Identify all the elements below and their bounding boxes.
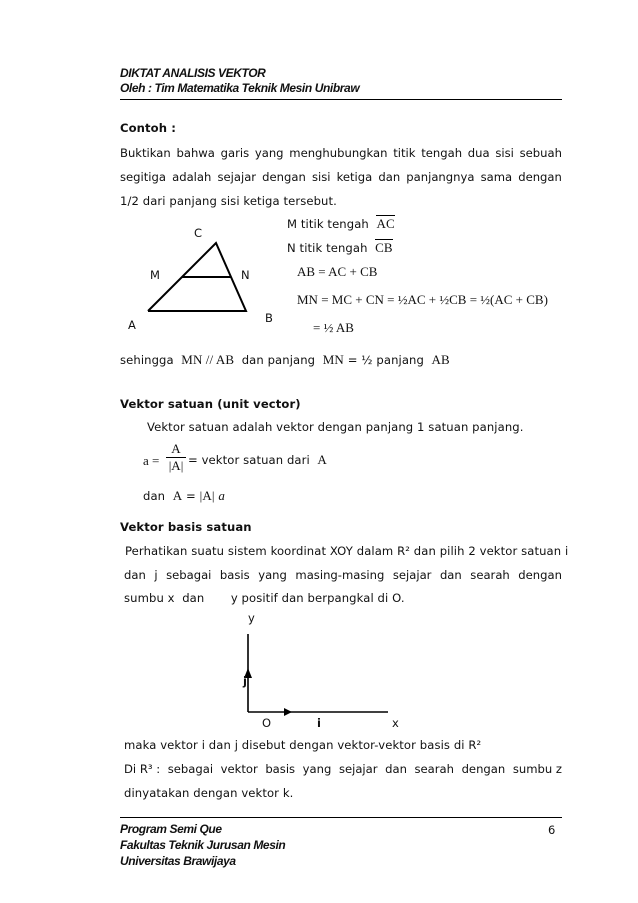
proof-equation-1: AB = AC + CB: [297, 264, 378, 279]
unit-vector-definition: Vektor satuan adalah vektor dengan panjang 1 satuan panjang.: [147, 420, 524, 434]
axis-label-i: i: [317, 716, 321, 730]
conclusion-line: sehingga MN // AB dan panjang MN = ½ panjang AB: [120, 352, 450, 367]
axis-label-y: y: [248, 611, 255, 625]
footer-program: Program Semi Que: [120, 822, 222, 836]
label-a: A: [128, 318, 136, 332]
page-number: 6: [548, 823, 556, 837]
unit-relation: dan A = |A| a: [143, 488, 225, 503]
proof-equation-3: = ½ AB: [313, 320, 354, 335]
header-subtitle: Oleh : Tim Matematika Teknik Mesin Unibraw: [120, 81, 360, 95]
example-line-2: segitiga adalah sejajar dengan sisi ketiga dan panjangnya sama dengan: [120, 170, 562, 184]
axis-label-o: O: [262, 716, 272, 730]
proof-equation-2: MN = MC + CN = ½AC + ½CB = ½(AC + CB): [297, 292, 548, 307]
axis-label-x: x: [392, 716, 399, 730]
footer-faculty: Fakultas Teknik Jurusan Mesin: [120, 838, 286, 852]
axis-label-j: j: [243, 674, 247, 688]
unit-formula-fraction: A |A|: [166, 441, 186, 474]
basis-line-4: maka vektor i dan j disebut dengan vektor-vektor basis di R²: [124, 738, 482, 752]
basis-line-2: dan j sebagai basis yang masing-masing sejajar dan searah dengan: [124, 568, 562, 582]
unit-formula-lhs: a =: [143, 453, 160, 468]
proof-m-midpoint: M titik tengah AC: [287, 216, 395, 231]
example-line-1: Buktikan bahwa garis yang menghubungkan titik tengah dua sisi sebuah: [120, 146, 562, 160]
unit-vector-title: Vektor satuan (unit vector): [120, 397, 301, 411]
label-b: B: [265, 311, 273, 325]
footer-university: Universitas Brawijaya: [120, 854, 236, 868]
i-vector-arrowhead: [284, 708, 292, 716]
basis-line-3: sumbu x dan y positif dan berpangkal di O.: [124, 591, 405, 605]
label-n: N: [241, 268, 250, 282]
basis-title: Vektor basis satuan: [120, 520, 252, 534]
label-m: M: [150, 268, 160, 282]
header-title: DIKTAT ANALISIS VEKTOR: [120, 66, 266, 80]
proof-n-midpoint: N titik tengah CB: [287, 240, 393, 255]
example-title: Contoh :: [120, 121, 176, 135]
unit-formula-text: = vektor satuan dari A: [188, 452, 327, 467]
label-c: C: [194, 226, 203, 240]
footer-rule: [120, 817, 562, 818]
basis-line-1: Perhatikan suatu sistem koordinat XOY dalam R² dan pilih 2 vektor satuan i: [125, 544, 569, 558]
basis-line-5: Di R³ : sebagai vektor basis yang sejajar dan searah dengan sumbu z: [124, 762, 562, 776]
basis-line-6: dinyatakan dengan vektor k.: [124, 786, 294, 800]
example-line-3: 1/2 dari panjang sisi ketiga tersebut.: [120, 194, 337, 208]
